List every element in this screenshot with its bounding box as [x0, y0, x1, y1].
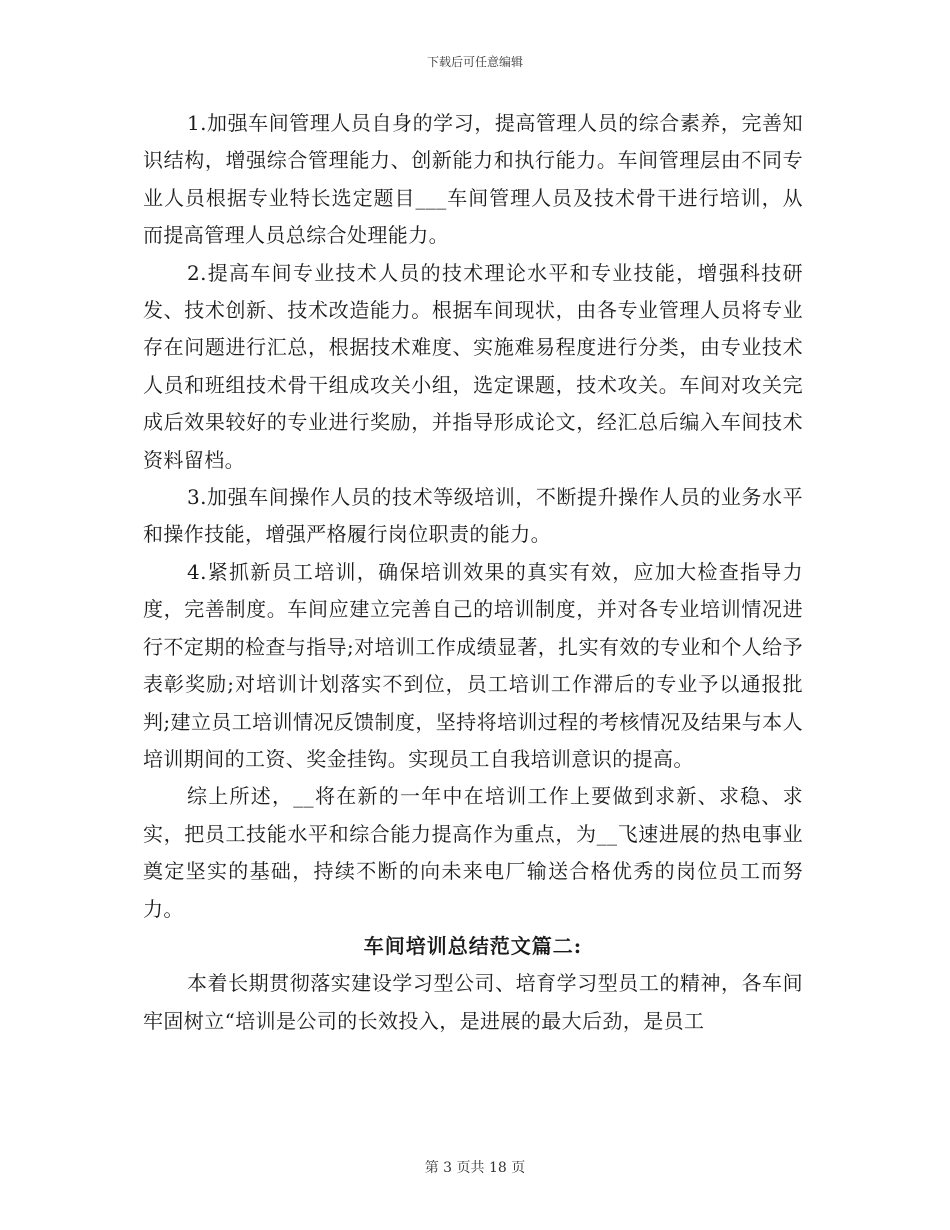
section-title: 车间培训总结范文篇二: — [363, 933, 583, 958]
paragraph-1: 1.加强车间管理人员自身的学习，提高管理人员的综合素养，完善知识结构，增强综合管理能力、创新能力和执行能力。车间管理层由不同专业人员根据专业特长选定题目___车间管理人员及技术骨干进行培训，从而提高管理人员总综合处理能力。 — [143, 111, 803, 248]
paragraph-4: 4.紧抓新员工培训，确保培训效果的真实有效，应加大检查指导力度，完善制度。车间应建立完善自己的培训制度，并对各专业培训情况进行不定期的检查与指导;对培训工作成绩显著，扎实有效的专业和个人给予表彰奖励;对培训计划落实不到位，员工培训工作滞后的专业予以通报批判;建立员工培训情况反馈制度，坚持将培训过程的考核情况及结果与本人培训期间的工资、奖金挂钩。实现员工自我培训意识的提高。 — [143, 559, 803, 771]
page-header: 下载后可任意编辑 — [426, 55, 523, 69]
paragraph-summary: 综上所述，__将在新的一年中在培训工作上要做到求新、求稳、求实，把员工技能水平和综合能力提高作为重点，为__飞速进展的热电事业奠定坚实的基础，持续不断的向未来电厂输送合格优秀的岗位员工而努力。 — [143, 784, 803, 921]
document-body — [143, 105, 803, 1040]
paragraph-2: 2.提高车间专业技术人员的技术理论水平和专业技能，增强科技研发、技术创新、技术改造能力。根据车间现状，由各专业管理人员将专业存在问题进行汇总，根据技术难度、实施难易程度进行分类，由专业技术人员和班组技术骨干组成攻关小组，选定课题，技术攻关。车间对攻关完成后效果较好的专业进行奖励，并指导形成论文，经汇总后编入车间技术资料留档。 — [143, 260, 803, 472]
paragraph-section-two: 本着长期贯彻落实建设学习型公司、培育学习型员工的精神，各车间牢固树立“培训是公司的长效投入，是进展的最大后劲，是员工 — [143, 971, 803, 1033]
page-footer: 第 3 页共 18 页 — [424, 1160, 526, 1176]
paragraph-3: 3.加强车间操作人员的技术等级培训，不断提升操作人员的业务水平和操作技能，增强严格履行岗位职责的能力。 — [143, 485, 803, 547]
